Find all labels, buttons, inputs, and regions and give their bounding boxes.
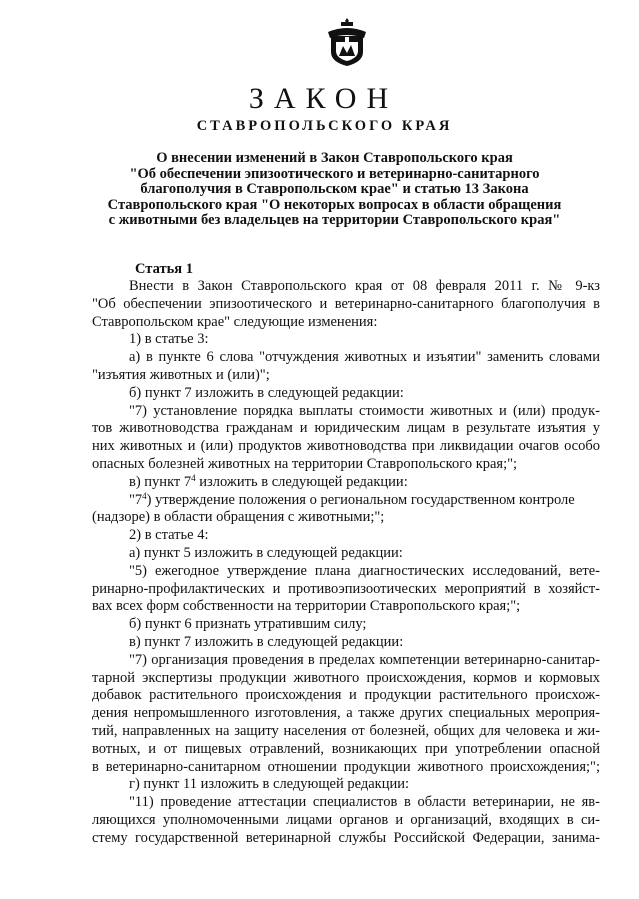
body-line: стему государственной ветеринарной службы Российской Федерации, занима-	[92, 829, 600, 846]
body-line: (надзоре) в области обращения с животными;";	[92, 509, 385, 526]
body-line: "изъятия животных и (или)";	[92, 366, 270, 383]
law-title: ЗАКОН	[248, 82, 399, 115]
article-body	[92, 278, 600, 848]
body-line: Ставропольском крае" следующие изменения:	[92, 313, 378, 330]
body-line: ринарно-профилактических и противоэпизоотических мероприятий в хозяйст-	[92, 580, 600, 597]
body-line: "7) установление порядка выплаты стоимости животных и (или) продук-	[129, 402, 600, 419]
superscript: 4	[191, 472, 196, 483]
body-line: тарной экспертизы продукции животного происхождения, кормов и кормовых	[92, 669, 600, 686]
body-line: "Об обеспечении эпизоотического и ветеринарно-санитарного благополучия в	[92, 295, 600, 312]
body-line: тов животноводства гражданам и юридическим лицам в результате изъятия у	[92, 420, 600, 437]
body-line: б) пункт 6 признать утратившим силу;	[129, 616, 367, 633]
body-line: 1) в статье 3:	[129, 331, 209, 348]
heading-line: с животными без владельцев на территории Ставропольского края"	[108, 212, 561, 229]
heading-line: О внесении изменений в Закон Ставропольского края	[156, 150, 513, 166]
heading-line: "Об обеспечении эпизоотического и ветеринарно-санитарного	[129, 165, 540, 182]
law-subtitle: СТАВРОПОЛЬСКОГО КРАЯ	[196, 118, 453, 134]
body-line-end: ) утверждение положения о региональном государственном контроле	[146, 491, 575, 508]
superscript: 4	[142, 490, 147, 501]
body-line: тий, направленных на защиту населения от болезней, общих для человека и жи-	[92, 722, 600, 739]
heading-line: Ставропольского края "О некоторых вопросах в области обращения	[107, 196, 562, 213]
body-line: а) пункт 5 изложить в следующей редакции:	[129, 544, 403, 561]
body-line	[92, 474, 600, 492]
body-line: вотных, и от пищевых отравлений, возникающих при употреблении опасной	[92, 740, 600, 757]
body-line: а) в пункте 6 слова "отчуждения животных и изъятии" заменить словами	[129, 349, 600, 366]
body-line: дения непромышленного изготовления, а также других специальных мероприя-	[92, 705, 600, 722]
body-line: в ветеринарно-санитарном отношении продукции животного происхождения;";	[92, 758, 600, 775]
body-line: г) пункт 11 изложить в следующей редакции:	[129, 776, 410, 793]
body-line: в) пункт 7 изложить в следующей редакции:	[129, 633, 404, 650]
body-line: Внести в Закон Ставропольского края от 08 февраля 2011 г. № 9-кз	[129, 278, 600, 294]
body-line	[92, 492, 600, 510]
body-line: добавок растительного происхождения и продукции растительного происхож-	[92, 687, 600, 704]
body-line-end: изложить в следующей редакции:	[195, 473, 408, 490]
body-line: 2) в статье 4:	[129, 527, 209, 544]
body-line: вах всех форм собственности на территории Ставропольского края;";	[92, 598, 521, 615]
body-line: опасных болезней животных на территории Ставропольского края;";	[92, 455, 518, 472]
body-line: ляющихся уполномоченными лицами органов и организаций, входящих в си-	[92, 811, 600, 828]
body-line: б) пункт 7 изложить в следующей редакции:	[129, 384, 404, 401]
body-line: "7) организация проведения в пределах компетенции ветеринарно-санитар-	[129, 651, 600, 668]
body-line-start: "7	[129, 491, 143, 508]
body-line-start: в) пункт 7	[129, 473, 192, 490]
article-title: Статья 1	[135, 261, 193, 277]
law-heading	[40, 151, 629, 229]
body-line: "11) проведение аттестации специалистов в области ветеринарии, не яв-	[129, 794, 600, 811]
body-line: "5) ежегодное утверждение плана диагностических исследований, вете-	[129, 562, 600, 579]
body-line: них животных и (или) продуктов животноводства при ликвидации очагов особо	[92, 438, 600, 455]
coat-of-arms-icon	[325, 16, 369, 68]
heading-line: благополучия в Ставропольском крае" и статью 13 Закона	[140, 181, 529, 198]
